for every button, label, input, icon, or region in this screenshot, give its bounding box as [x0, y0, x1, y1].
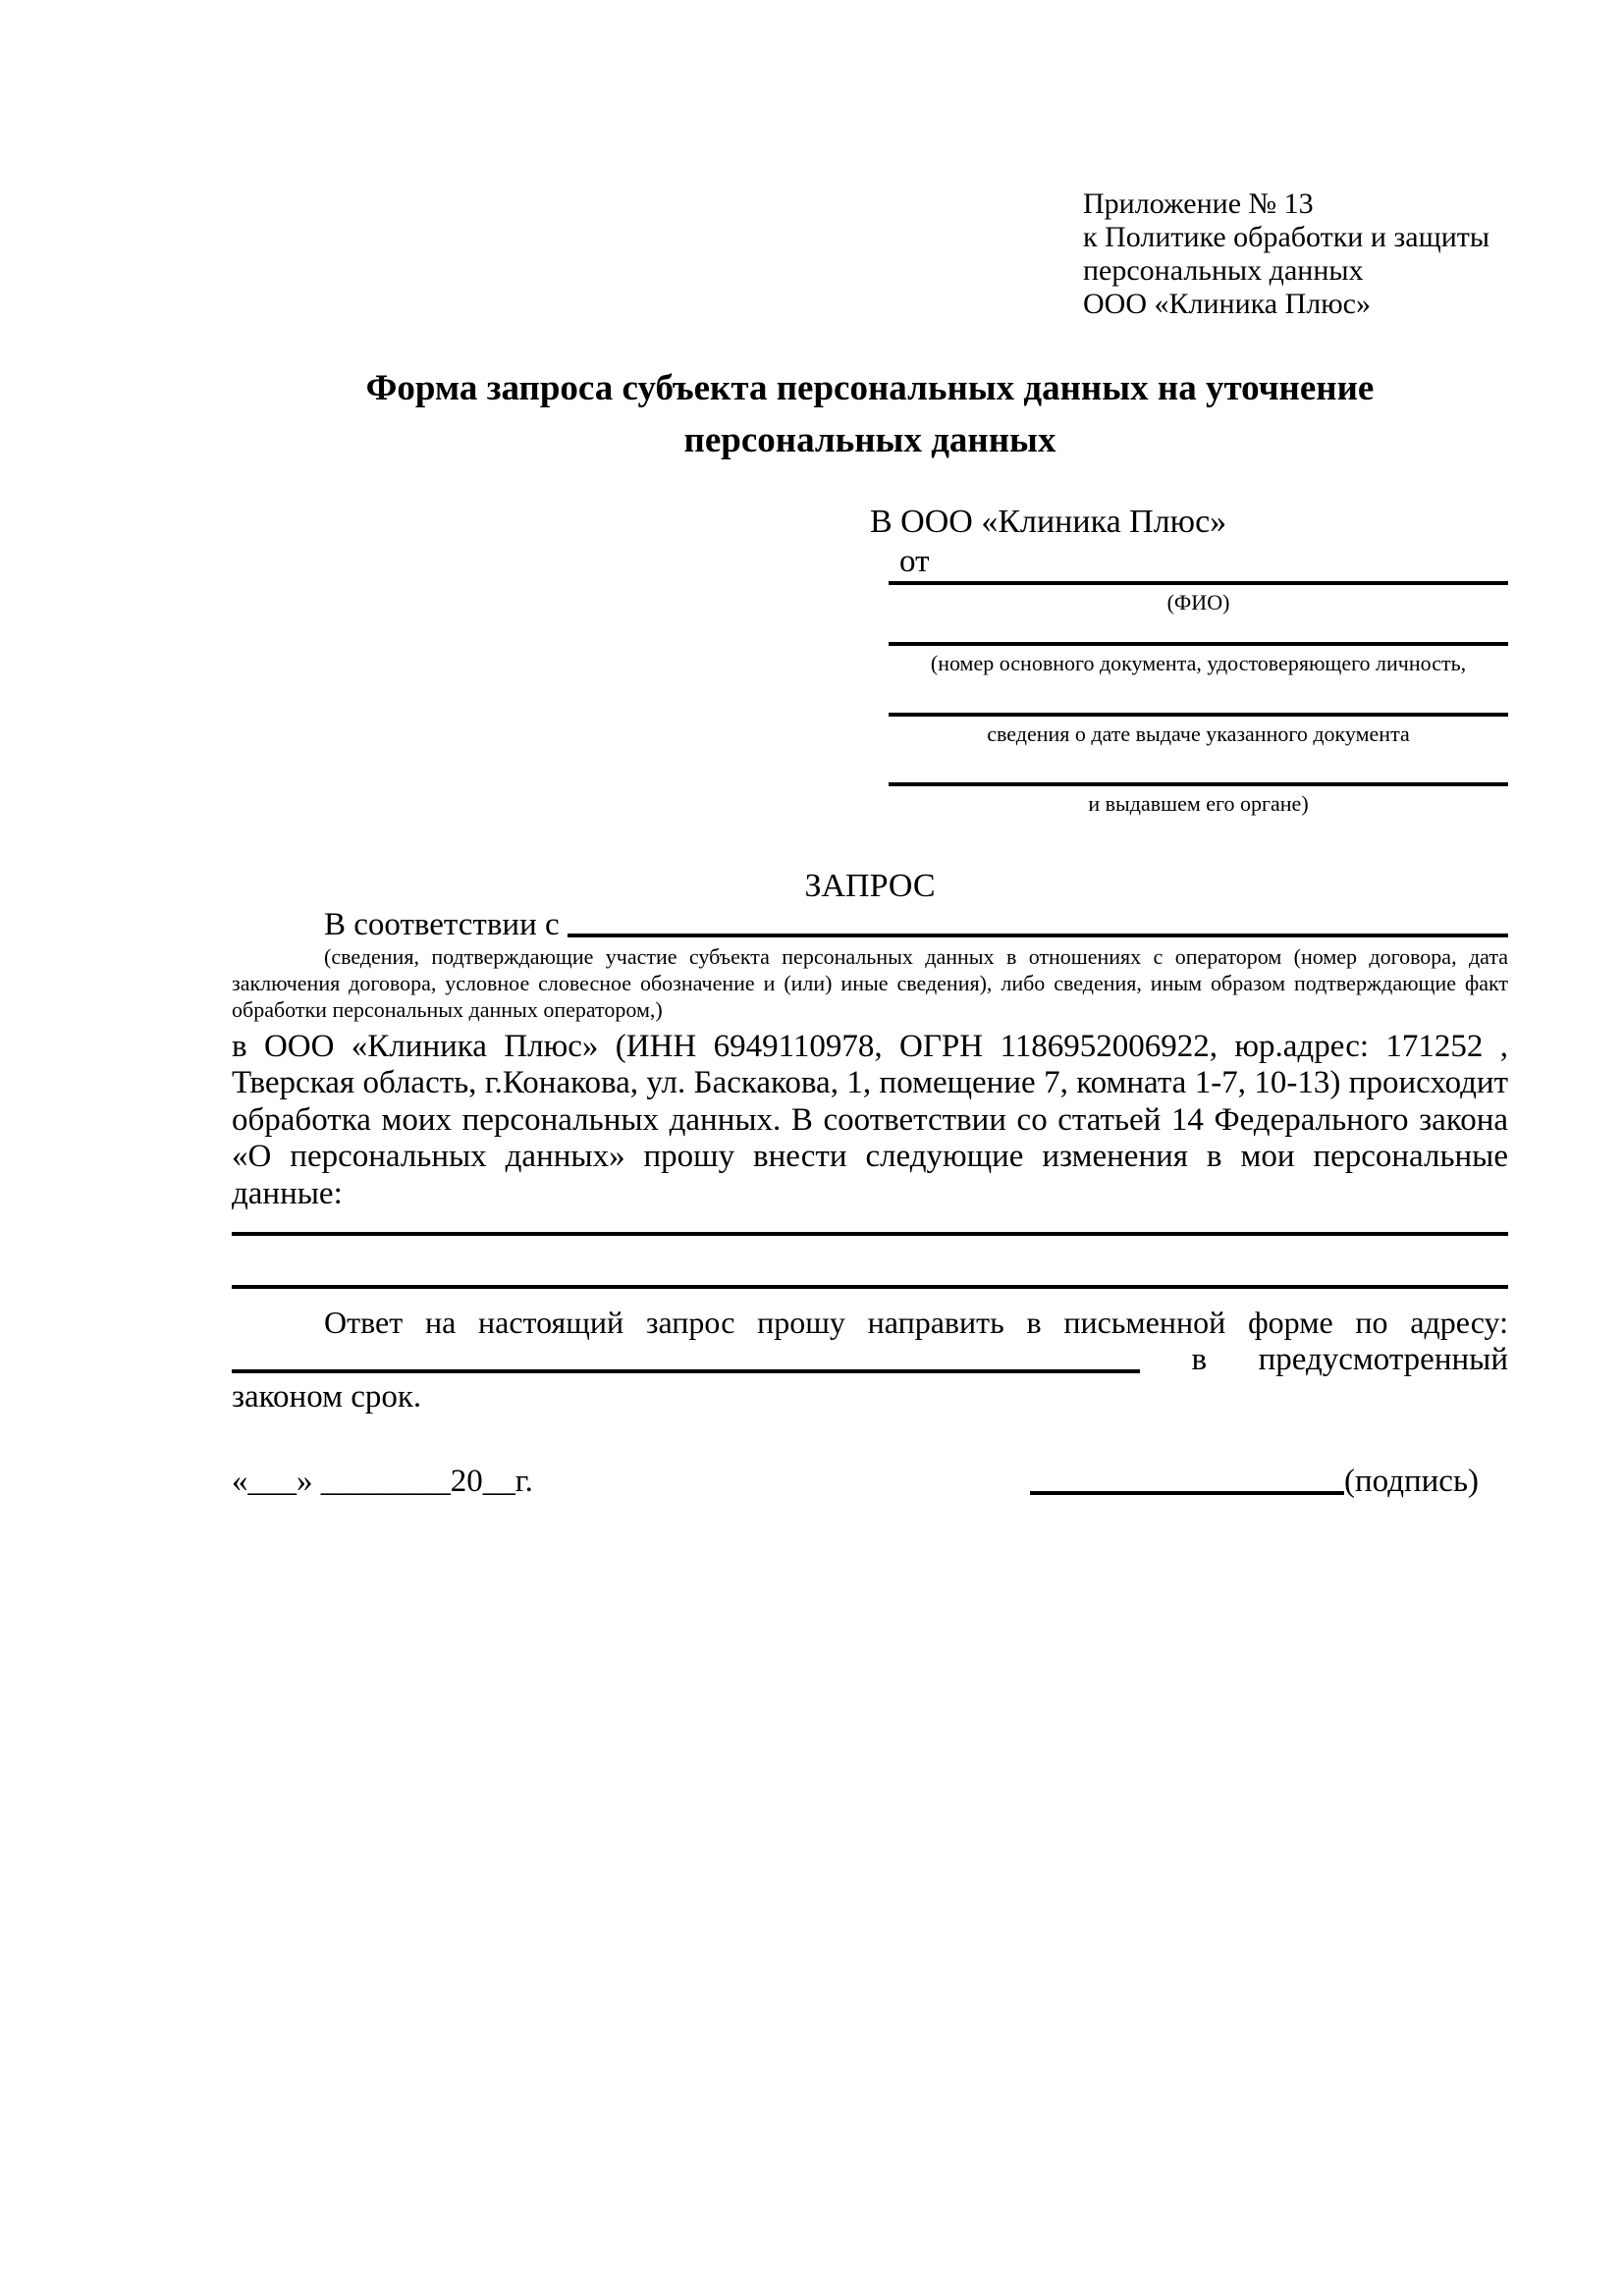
addressee-block [870, 502, 1508, 817]
appendix-line: персональных данных [1083, 254, 1364, 287]
issuing-authority-blank-line [889, 782, 1508, 786]
address-blank-line [232, 1369, 1140, 1373]
form-title-line1: Форма запроса субъекта персональных данных на уточнение [365, 368, 1375, 408]
fio-blank-line [889, 581, 1508, 585]
document-number-blank-line [889, 642, 1508, 646]
signature-caption: (подпись) [1344, 1464, 1479, 1500]
reply-address-line [232, 1341, 1508, 1378]
intro-line [232, 906, 1508, 943]
date-placeholder: «___» ________20__г. [232, 1464, 533, 1500]
issue-date-blank-line [889, 713, 1508, 717]
changes-blank-line-1 [232, 1212, 1508, 1236]
reply-sentence-end: законом срок. [232, 1379, 422, 1415]
fio-field [870, 581, 1508, 615]
form-title [232, 362, 1508, 466]
fio-caption: (ФИО) [1166, 590, 1230, 614]
reply-sentence: Ответ на настоящий запрос прошу направить в письменной форме по адресу: [324, 1305, 1508, 1341]
reply-word-in: в [1191, 1342, 1208, 1378]
appendix-line: Приложение № 13 [1083, 187, 1314, 220]
body-paragraph: в ООО «Клиника Плюс» (ИНН 6949110978, ОГРН 1186952006922, юр.адрес: 171252 , Тверская область, г.Конакова, ул. Баскакова, 1, помещение 7, комната 1-7, 10-13) происходит обработка моих персональных данных. В соответствии со статьей 14 Федерального закона «О персональных данных» прошу внести следующие изменения в мои персональные данные: [232, 1029, 1508, 1211]
document-number-caption: (номер основного документа, удостоверяющего личность, [930, 651, 1467, 675]
signature-blank-line [1030, 1491, 1344, 1495]
document-number-field [870, 642, 1508, 676]
issue-date-caption: сведения о дате выдаче указанного документа [987, 721, 1410, 746]
reply-word-due: предусмотренный [1258, 1342, 1508, 1378]
issuing-authority-caption: и выдавшем его органе) [1088, 791, 1309, 816]
note-text: (сведения, подтверждающие участие субъекта персональных данных в отношениях с оператором (номер договора, дата заключения договора, условное словесное обозначение и (или) иные сведения), либо сведения, иным образом подтверждающие факт обработки персональных данных оператором,) [232, 944, 1508, 1022]
request-heading: ЗАПРОС [804, 868, 936, 904]
appendix-line: к Политике обработки и защиты [1083, 221, 1490, 253]
appendix-line: ООО «Клиника Плюс» [1083, 288, 1371, 320]
changes-blank-line-2 [232, 1236, 1508, 1289]
signature-group [1030, 1463, 1479, 1500]
issue-date-field [870, 713, 1508, 747]
issuing-authority-field [870, 782, 1508, 817]
appendix-block [1083, 187, 1508, 321]
footer-line [232, 1463, 1508, 1500]
basis-blank-line [568, 906, 1508, 937]
from-label: от [899, 544, 930, 579]
addressee-organization: В ООО «Клиника Плюс» [870, 504, 1227, 540]
form-title-line2: персональных данных [683, 420, 1056, 460]
intro-prefix: В соответствии с [324, 907, 560, 942]
